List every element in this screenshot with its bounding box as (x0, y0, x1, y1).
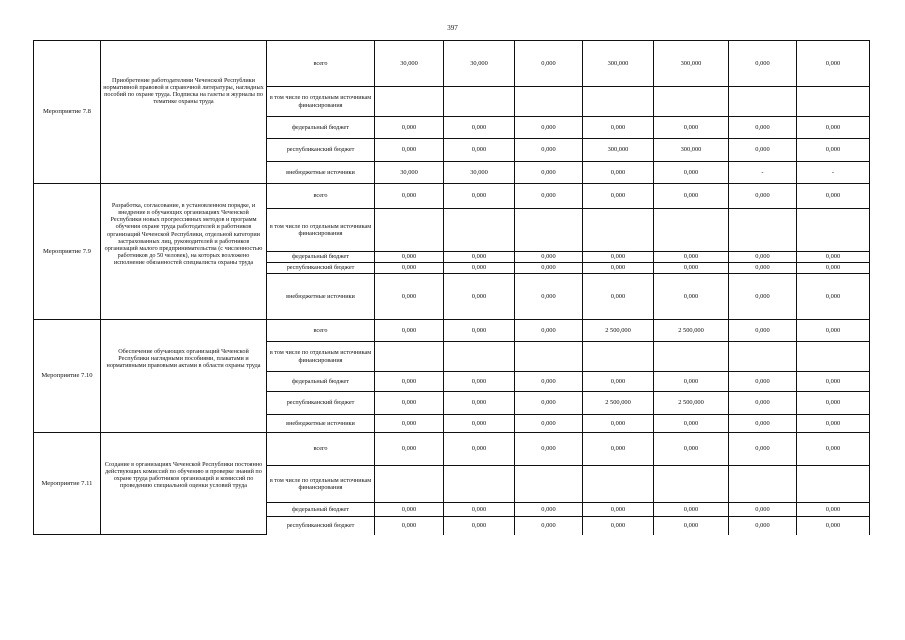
funding-value: - (797, 162, 870, 184)
funding-value (583, 87, 654, 117)
funding-value: 0,000 (444, 252, 515, 263)
funding-value: 0,000 (375, 517, 444, 535)
funding-value: 0,000 (729, 41, 797, 87)
measure-code: Мероприятие 7.10 (34, 320, 101, 433)
funding-source: в том числе по отдельным источникам финансирования (267, 87, 375, 117)
funding-value: 0,000 (515, 320, 583, 342)
funding-value: 0,000 (797, 184, 870, 209)
funding-value: 0,000 (515, 263, 583, 274)
funding-value: 0,000 (797, 117, 870, 139)
funding-value: 0,000 (375, 392, 444, 415)
funding-value: 0,000 (797, 517, 870, 535)
funding-value (654, 466, 729, 503)
funding-source: внебюджетные источники (267, 162, 375, 184)
funding-value: - (729, 162, 797, 184)
measure-description: Приобретение работодателями Чеченской Республики нормативной правовой и справочной литературы, наглядных пособий по охране труда. Подписка на газеты и журналы по тематике охраны труда (101, 41, 267, 184)
funding-value: 0,000 (375, 252, 444, 263)
funding-value: 0,000 (515, 274, 583, 320)
funding-value: 0,000 (583, 503, 654, 517)
table-row (34, 320, 870, 342)
funding-value (444, 209, 515, 252)
funding-value: 0,000 (444, 372, 515, 392)
funding-value: 0,000 (654, 517, 729, 535)
funding-value: 0,000 (444, 433, 515, 466)
funding-value (444, 87, 515, 117)
funding-value: 30,000 (375, 162, 444, 184)
funding-value (797, 342, 870, 372)
funding-value: 0,000 (729, 372, 797, 392)
funding-source: федеральный бюджет (267, 252, 375, 263)
funding-value: 0,000 (444, 274, 515, 320)
funding-source: федеральный бюджет (267, 372, 375, 392)
funding-value (583, 342, 654, 372)
funding-value: 0,000 (515, 41, 583, 87)
funding-value: 0,000 (797, 433, 870, 466)
funding-value: 0,000 (729, 517, 797, 535)
funding-value: 0,000 (797, 41, 870, 87)
funding-value: 0,000 (515, 139, 583, 162)
funding-value: 0,000 (583, 372, 654, 392)
funding-source: в том числе по отдельным источникам финансирования (267, 466, 375, 503)
table-row (34, 433, 870, 466)
funding-value: 0,000 (797, 392, 870, 415)
funding-value (515, 209, 583, 252)
funding-value: 0,000 (515, 372, 583, 392)
funding-value: 0,000 (729, 415, 797, 433)
funding-value: 0,000 (515, 117, 583, 139)
funding-value: 0,000 (729, 433, 797, 466)
funding-value: 0,000 (444, 415, 515, 433)
funding-value (515, 87, 583, 117)
funding-value: 0,000 (654, 117, 729, 139)
funding-source: в том числе по отдельным источникам финансирования (267, 342, 375, 372)
funding-value: 0,000 (515, 433, 583, 466)
funding-value: 0,000 (444, 139, 515, 162)
funding-value: 300,000 (654, 41, 729, 87)
funding-value: 0,000 (375, 415, 444, 433)
funding-value: 0,000 (444, 392, 515, 415)
funding-value: 0,000 (515, 503, 583, 517)
funding-value: 0,000 (444, 517, 515, 535)
funding-value (375, 342, 444, 372)
funding-value (444, 466, 515, 503)
funding-value: 0,000 (444, 503, 515, 517)
funding-source: всего (267, 41, 375, 87)
funding-value: 0,000 (375, 274, 444, 320)
funding-value (729, 87, 797, 117)
funding-value: 0,000 (515, 184, 583, 209)
funding-value: 0,000 (729, 139, 797, 162)
funding-value: 0,000 (583, 433, 654, 466)
funding-value: 0,000 (729, 503, 797, 517)
funding-value: 0,000 (729, 263, 797, 274)
funding-value: 0,000 (444, 117, 515, 139)
funding-source: в том числе по отдельным источникам финансирования (267, 209, 375, 252)
funding-value: 0,000 (654, 433, 729, 466)
funding-value: 0,000 (654, 162, 729, 184)
funding-value: 0,000 (729, 117, 797, 139)
funding-source: всего (267, 320, 375, 342)
funding-value (797, 209, 870, 252)
funding-value: 2 500,000 (583, 320, 654, 342)
funding-value: 300,000 (583, 139, 654, 162)
funding-value: 0,000 (375, 503, 444, 517)
funding-value: 0,000 (583, 162, 654, 184)
funding-value: 0,000 (515, 392, 583, 415)
funding-value: 300,000 (583, 41, 654, 87)
funding-value: 0,000 (654, 263, 729, 274)
measure-code: Мероприятие 7.11 (34, 433, 101, 535)
funding-value: 0,000 (654, 372, 729, 392)
funding-value (654, 209, 729, 252)
measure-code: Мероприятие 7.8 (34, 41, 101, 184)
funding-value (729, 209, 797, 252)
funding-value: 0,000 (729, 252, 797, 263)
funding-value: 0,000 (583, 263, 654, 274)
funding-value: 0,000 (583, 517, 654, 535)
funding-source: федеральный бюджет (267, 503, 375, 517)
funding-value: 0,000 (375, 117, 444, 139)
funding-value: 0,000 (654, 503, 729, 517)
funding-value: 0,000 (375, 263, 444, 274)
funding-value: 0,000 (583, 274, 654, 320)
funding-value: 0,000 (583, 252, 654, 263)
funding-value: 0,000 (654, 252, 729, 263)
measure-description: Обеспечение обучающих организаций Чеченской Республики наглядными пособиями, плакатами и нормативными правовыми актами в области охраны труда (101, 320, 267, 433)
funding-value: 0,000 (797, 139, 870, 162)
funding-value: 0,000 (444, 184, 515, 209)
funding-value: 30,000 (444, 41, 515, 87)
funding-value (729, 466, 797, 503)
funding-value: 0,000 (797, 274, 870, 320)
funding-value: 0,000 (515, 162, 583, 184)
funding-value: 0,000 (444, 320, 515, 342)
funding-value: 0,000 (654, 415, 729, 433)
funding-value: 0,000 (515, 252, 583, 263)
funding-value (515, 466, 583, 503)
funding-value: 0,000 (797, 320, 870, 342)
funding-source: республиканский бюджет (267, 517, 375, 535)
funding-value: 0,000 (729, 274, 797, 320)
funding-value (583, 466, 654, 503)
table-row (34, 184, 870, 209)
funding-value: 0,000 (444, 263, 515, 274)
funding-value (515, 342, 583, 372)
funding-value: 0,000 (797, 503, 870, 517)
funding-value: 0,000 (583, 184, 654, 209)
table-body (34, 41, 870, 535)
funding-value: 0,000 (729, 184, 797, 209)
funding-value (375, 87, 444, 117)
funding-source: федеральный бюджет (267, 117, 375, 139)
funding-table (33, 40, 870, 535)
funding-value: 0,000 (797, 372, 870, 392)
funding-value: 0,000 (729, 392, 797, 415)
measure-description: Разработка, согласование, в установленном порядке, и внедрение в обучающих организациях Чеченской Республики новых прогрессивных методов и программ обучения охране труда работодателей и работников организаций Чеченской Республики, отдельной категории застрахованных лиц, руководителей и работников организаций малого предпринимательства (с численностью работников до 50 человек), на которых возложено исполнение обязанностей специалиста охраны труда (101, 184, 267, 320)
measure-description: Создание в организациях Чеченской Республики постоянно действующих комиссий по обучению и проверке знаний по охране труда работников организаций и комиссий по проведению специальной оценки условий труда (101, 433, 267, 535)
funding-source: всего (267, 433, 375, 466)
funding-value (444, 342, 515, 372)
funding-value (654, 342, 729, 372)
funding-value: 2 500,000 (654, 320, 729, 342)
funding-value (375, 209, 444, 252)
funding-value: 0,000 (583, 415, 654, 433)
table-row (34, 41, 870, 87)
page-number: 397 (447, 24, 458, 32)
funding-value: 0,000 (797, 415, 870, 433)
funding-source: республиканский бюджет (267, 139, 375, 162)
funding-value: 300,000 (654, 139, 729, 162)
funding-value: 2 500,000 (583, 392, 654, 415)
funding-source: внебюджетные источники (267, 415, 375, 433)
funding-source: республиканский бюджет (267, 392, 375, 415)
funding-value (797, 87, 870, 117)
funding-value: 0,000 (654, 184, 729, 209)
funding-value: 30,000 (375, 41, 444, 87)
funding-value: 2 500,000 (654, 392, 729, 415)
funding-value: 0,000 (375, 320, 444, 342)
funding-value: 0,000 (375, 184, 444, 209)
funding-value (375, 466, 444, 503)
funding-value: 0,000 (797, 263, 870, 274)
funding-value: 0,000 (729, 320, 797, 342)
funding-value: 0,000 (375, 139, 444, 162)
funding-value: 0,000 (515, 517, 583, 535)
funding-source: всего (267, 184, 375, 209)
measure-code: Мероприятие 7.9 (34, 184, 101, 320)
funding-value (729, 342, 797, 372)
funding-source: внебюджетные источники (267, 274, 375, 320)
funding-value (583, 209, 654, 252)
funding-value: 0,000 (375, 433, 444, 466)
funding-source: республиканский бюджет (267, 263, 375, 274)
funding-value (797, 466, 870, 503)
funding-value: 0,000 (654, 274, 729, 320)
funding-value: 0,000 (375, 372, 444, 392)
funding-value (654, 87, 729, 117)
funding-value: 0,000 (583, 117, 654, 139)
funding-value: 0,000 (515, 415, 583, 433)
funding-value: 30,000 (444, 162, 515, 184)
funding-value: 0,000 (797, 252, 870, 263)
